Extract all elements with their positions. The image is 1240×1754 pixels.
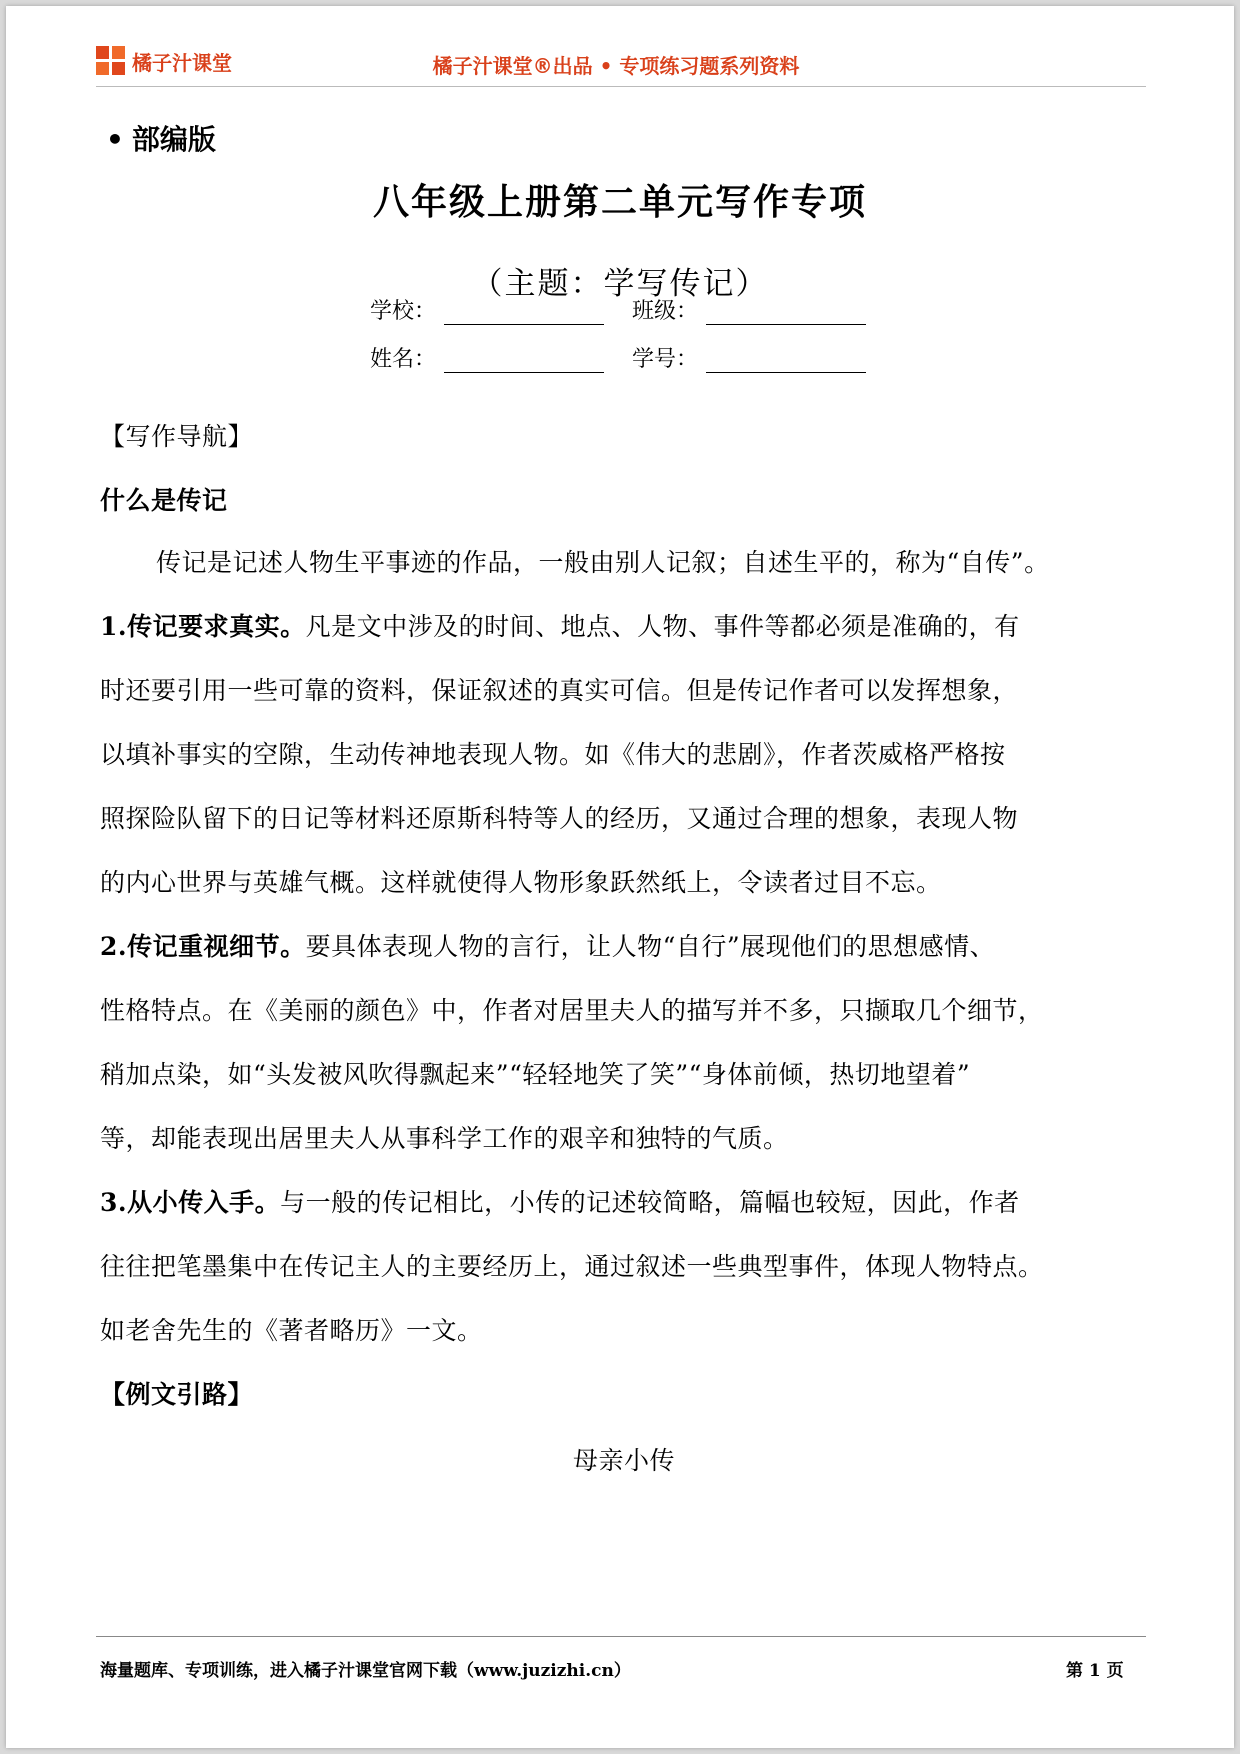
point-2-lead: 2.传记重视细节。 [100, 932, 306, 961]
class-blank[interactable] [706, 302, 866, 325]
point-1-lead: 1.传记要求真实。 [100, 612, 306, 641]
point-2-text-1: 要具体表现人物的言行，让人物“自行”展现他们的思想感情、 [305, 932, 996, 961]
point-1-text-1: 凡是文中涉及的时间、地点、人物、事件等都必须是准确的，有 [305, 612, 1020, 641]
point-3-line-2: 往往把笔墨集中在传记主人的主要经历上，通过叙述一些典型事件，体现人物特点。 [100, 1252, 1044, 1281]
logo-text: 橘子汁课堂 [132, 50, 232, 75]
header-divider [96, 86, 1146, 87]
intro-paragraph: 传记是记述人物生平事迹的作品，一般由别人记叙；自述生平的，称为“自传”。 [156, 548, 1050, 577]
point-1-line-5: 的内心世界与英雄气概。这样就使得人物形象跃然纸上，令读者过目不忘。 [100, 868, 942, 897]
page-subtitle: （主题：学写传记） [471, 266, 769, 302]
edition-label: • 部编版 [106, 123, 216, 156]
student-no-field [632, 342, 866, 373]
point-1-line-4: 照探险队留下的日记等材料还原斯科特等人的经历，又通过合理的想象，表现人物 [100, 804, 1019, 833]
document-page [6, 6, 1234, 1748]
name-field [370, 342, 604, 373]
point-2-line-1 [100, 932, 1148, 962]
point-1-line-3: 以填补事实的空隙，生动传神地表现人物。如《伟大的悲剧》，作者茨威格严格按 [100, 740, 1006, 769]
student-no-label: 学号： [632, 347, 699, 372]
point-1-line-1 [100, 612, 1148, 642]
what-is-heading: 什么是传记 [100, 486, 228, 515]
page-title: 八年级上册第二单元写作专项 [372, 181, 867, 223]
edition-text: 部编版 [131, 123, 216, 156]
school-blank[interactable] [444, 302, 604, 325]
class-label: 班级： [632, 299, 699, 324]
point-1-line-2: 时还要引用一些可靠的资料，保证叙述的真实可信。但是传记作者可以发挥想象， [100, 676, 1019, 705]
student-no-blank[interactable] [706, 350, 866, 373]
point-3-text-1: 与一般的传记相比，小传的记述较简略，篇幅也较短，因此，作者 [280, 1188, 1020, 1217]
point-2-line-2: 性格特点。在《美丽的颜色》中，作者对居里夫人的描写并不多，只撷取几个细节， [100, 996, 1044, 1025]
point-3-lead: 3.从小传入手。 [100, 1188, 281, 1217]
section-heading-example: 【例文引路】 [100, 1380, 254, 1409]
footer-divider [96, 1636, 1146, 1637]
page-header [6, 6, 1234, 94]
footer-download-note: 海量题库、专项训练，进入橘子汁课堂官网下载（www.juzizhi.cn） [100, 1661, 631, 1681]
logo-icon [96, 46, 126, 76]
name-blank[interactable] [444, 350, 604, 373]
brand-logo [96, 46, 232, 76]
page-number: 第 1 页 [1066, 1661, 1124, 1681]
header-title: 橘子汁课堂®出品 • 专项练习题系列资料 [432, 54, 800, 78]
school-label: 学校： [370, 299, 437, 324]
class-field [632, 294, 866, 325]
school-field [370, 294, 604, 325]
name-label: 姓名： [370, 347, 437, 372]
point-3-line-1 [100, 1188, 1148, 1218]
point-2-line-3: 稍加点染，如“头发被风吹得飘起来”“轻轻地笑了笑”“身体前倾，热切地望着” [100, 1060, 971, 1089]
point-2-line-4: 等，却能表现出居里夫人从事科学工作的艰辛和独特的气质。 [100, 1124, 789, 1153]
section-heading-guide: 【写作导航】 [100, 422, 254, 451]
point-3-line-3: 如老舍先生的《著者略历》一文。 [100, 1316, 483, 1345]
example-title: 母亲小传 [572, 1446, 675, 1475]
